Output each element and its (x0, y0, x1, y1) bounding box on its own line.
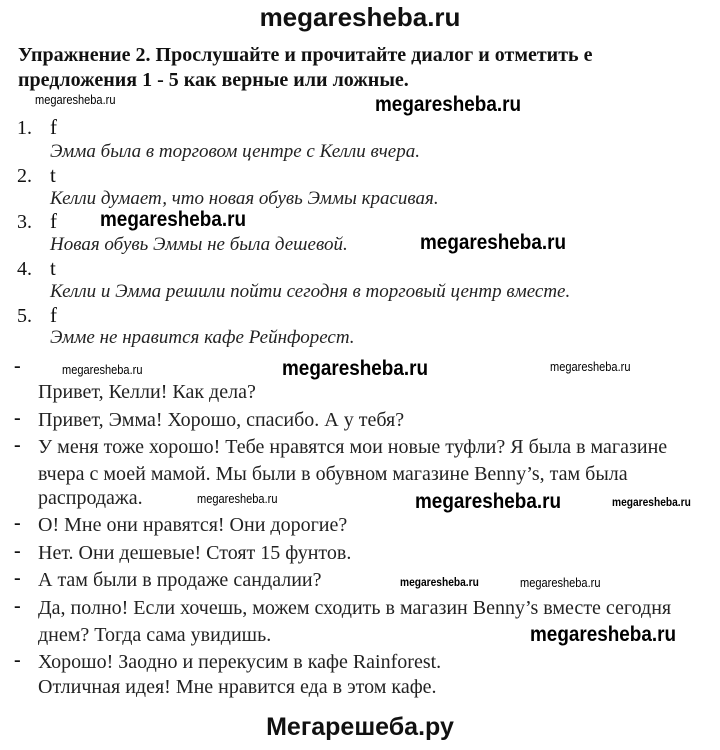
watermark: megaresheba.ru (415, 490, 562, 513)
dialog-line: Привет, Келли! Как дела? (38, 381, 256, 403)
watermark: megaresheba.ru (420, 231, 567, 254)
exercise-title-line-1: Упражнение 2. Прослушайте и прочитайте диалог и отметить е (18, 44, 593, 66)
answer-value: t (50, 163, 56, 187)
dialog-line: Привет, Эмма! Хорошо, спасибо. А у тебя? (38, 409, 405, 431)
watermark: megaresheba.ru (530, 623, 677, 646)
answer-value: t (50, 256, 56, 280)
dialog-line: распродажа. (38, 487, 143, 509)
answer-statement: Эмме не нравится кафе Рейнфорест. (50, 327, 355, 348)
watermark: megaresheba.ru (100, 208, 247, 231)
watermark: megaresheba.ru (62, 362, 143, 377)
answer-value: f (50, 115, 57, 139)
answer-statement: Келли и Эмма решили пойти сегодня в торговый центр вместе. (50, 281, 571, 302)
watermark: megaresheba.ru (612, 495, 691, 509)
watermark: megaresheba.ru (197, 491, 278, 506)
site-header: megaresheba.ru (259, 2, 461, 32)
answer-number: 1. (17, 117, 32, 139)
answer-statement: Эмма была в торговом центре с Келли вчера. (50, 141, 420, 162)
watermark: megaresheba.ru (282, 357, 429, 380)
dialog-dash: - (14, 567, 21, 589)
dialog-line: Нет. Они дешевые! Стоят 15 фунтов. (38, 542, 352, 564)
dialog-dash: - (14, 434, 21, 456)
dialog-dash: - (14, 355, 21, 377)
dialog-dash: - (14, 595, 21, 617)
watermark: megaresheba.ru (400, 575, 479, 589)
answer-number: 4. (17, 258, 32, 280)
site-footer: Мегарешеба.ру (266, 713, 454, 741)
dialog-line: У меня тоже хорошо! Тебе нравятся мои новые туфли? Я была в магазине (38, 436, 668, 458)
dialog-dash: - (14, 512, 21, 534)
answer-number: 5. (17, 305, 32, 327)
watermark: megaresheba.ru (520, 575, 601, 590)
answer-number: 3. (17, 211, 32, 233)
dialog-line: А там были в продаже сандалии? (38, 569, 322, 591)
dialog-line: О! Мне они нравятся! Они дорогие? (38, 514, 348, 536)
dialog-line: вчера с моей мамой. Мы были в обувном магазине Benny’s, там была (38, 463, 628, 485)
dialog-dash: - (14, 407, 21, 429)
answer-value: f (50, 209, 57, 233)
watermark: megaresheba.ru (35, 92, 116, 107)
answer-statement: Келли думает, что новая обувь Эммы красивая. (50, 188, 439, 209)
dialog-line: днем? Тогда сама увидишь. (38, 624, 272, 646)
answer-number: 2. (17, 165, 32, 187)
answer-value: f (50, 303, 57, 327)
dialog-line: Хорошо! Заодно и перекусим в кафе Rainforest. (38, 651, 442, 673)
dialog-dash: - (14, 649, 21, 671)
dialog-line: Да, полно! Если хочешь, можем сходить в магазин Benny’s вместе сегодня (38, 597, 672, 619)
exercise-title-line-2: предложения 1 - 5 как верные или ложные. (18, 69, 409, 91)
dialog-dash: - (14, 540, 21, 562)
watermark: megaresheba.ru (375, 93, 522, 116)
dialog-line: Отличная идея! Мне нравится еда в этом кафе. (38, 676, 437, 698)
watermark: megaresheba.ru (550, 359, 631, 374)
answer-statement: Новая обувь Эммы не была дешевой. (50, 234, 348, 255)
